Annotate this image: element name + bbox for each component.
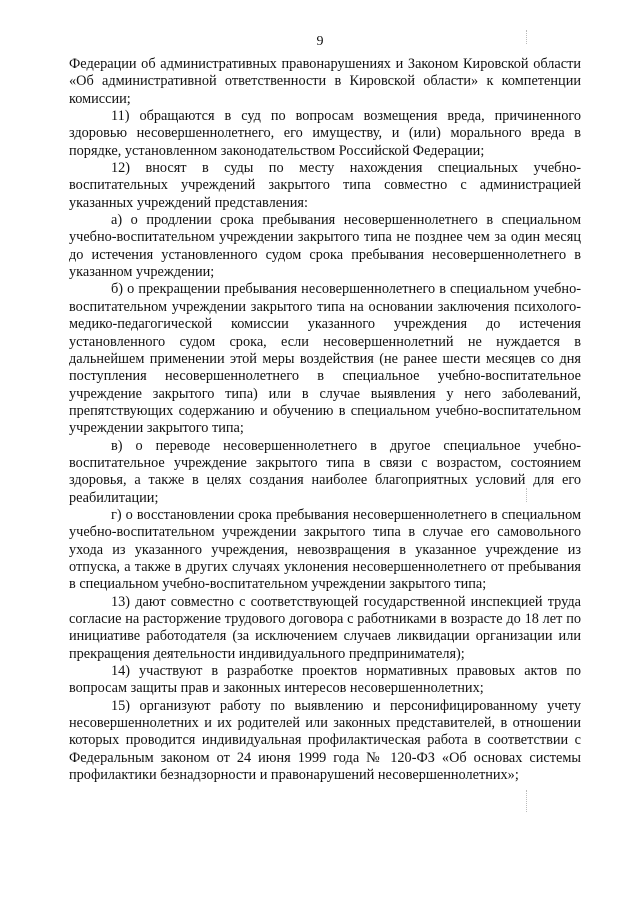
paragraph-item-12: 12) вносят в суды по месту нахождения специальных учебно-воспитательных учреждений закрытого типа совместно с администрацией указанных учреждений представления: xyxy=(69,160,581,211)
paragraph-continuation: Федерации об административных правонарушениях и Законом Кировской области «Об административной ответственности в Кировской области» к компетенции комиссии; xyxy=(69,56,581,107)
paragraph-item-12v: в) о переводе несовершеннолетнего в другое специальное учебно-воспитательное учреждение закрытого типа в связи с возрастом, состоянием здоровья, а также в целях создания наиболее благоприятных условий для его реабилитации; xyxy=(69,437,581,506)
paragraph-item-13: 13) дают совместно с соответствующей государственной инспекцией труда согласие на расторжение трудового договора с работниками в возрасте до 18 лет по инициативе работодателя (за исключением случаев ликвидации организации или прекращения деятельности индивидуального предпринимателя); xyxy=(69,593,581,662)
paragraph-item-15: 15) организуют работу по выявлению и персонифицированному учету несовершеннолетних и их родителей или законных представителей, в отношении которых проводится индивидуальная профилактическая работа в соответствии с Федеральным законом от 24 июня 1999 года № 120-ФЗ «Об основах системы профилактики безнадзорности и правонарушений несовершеннолетних»; xyxy=(69,697,581,784)
paragraph-item-12g: г) о восстановлении срока пребывания несовершеннолетнего в специальном учебно-воспитательном учреждении закрытого типа в случае его самовольного ухода из указанного учреждения, невозвращения в указанное учреждение из отпуска, а также в других случаях уклонения несовершеннолетнего от пребывания в специальном учебно-воспитательном учреждении закрытого типа; xyxy=(69,506,581,593)
scan-artifact-mark xyxy=(526,30,527,44)
page-number: 9 xyxy=(316,34,324,49)
paragraph-item-12a: а) о продлении срока пребывания несовершеннолетнего в специальном учебно-воспитательном учреждении закрытого типа не позднее чем за один месяц до истечения установленного судом срока пребывания несовершеннолетнего в указанном учреждении; xyxy=(69,212,581,281)
document-body xyxy=(69,56,581,784)
scan-artifact-mark xyxy=(526,488,527,502)
scan-artifact-mark xyxy=(526,790,527,812)
paragraph-item-14: 14) участвуют в разработке проектов нормативных правовых актов по вопросам защиты прав и законных интересов несовершеннолетних; xyxy=(69,663,581,697)
paragraph-item-11: 11) обращаются в суд по вопросам возмещения вреда, причиненного здоровью несовершеннолетнего, его имуществу, и (или) морального вреда в порядке, установленном законодательством Российской Федерации; xyxy=(69,108,581,159)
paragraph-item-12b: б) о прекращении пребывания несовершеннолетнего в специальном учебно-воспитательном учреждении закрытого типа на основании заключения психолого-медико-педагогической комиссии указанного учреждения до истечения установленного судом срока, если несовершеннолетний не нуждается в дальнейшем применении этой меры воздействия (не ранее шести месяцев со дня поступления несовершеннолетнего в специальное учебно-воспитательное учреждение закрытого типа) или в случае выявления у него заболеваний, препятствующих содержанию и обучению в специальном учебно-воспитательном учреждении закрытого типа; xyxy=(69,281,581,437)
